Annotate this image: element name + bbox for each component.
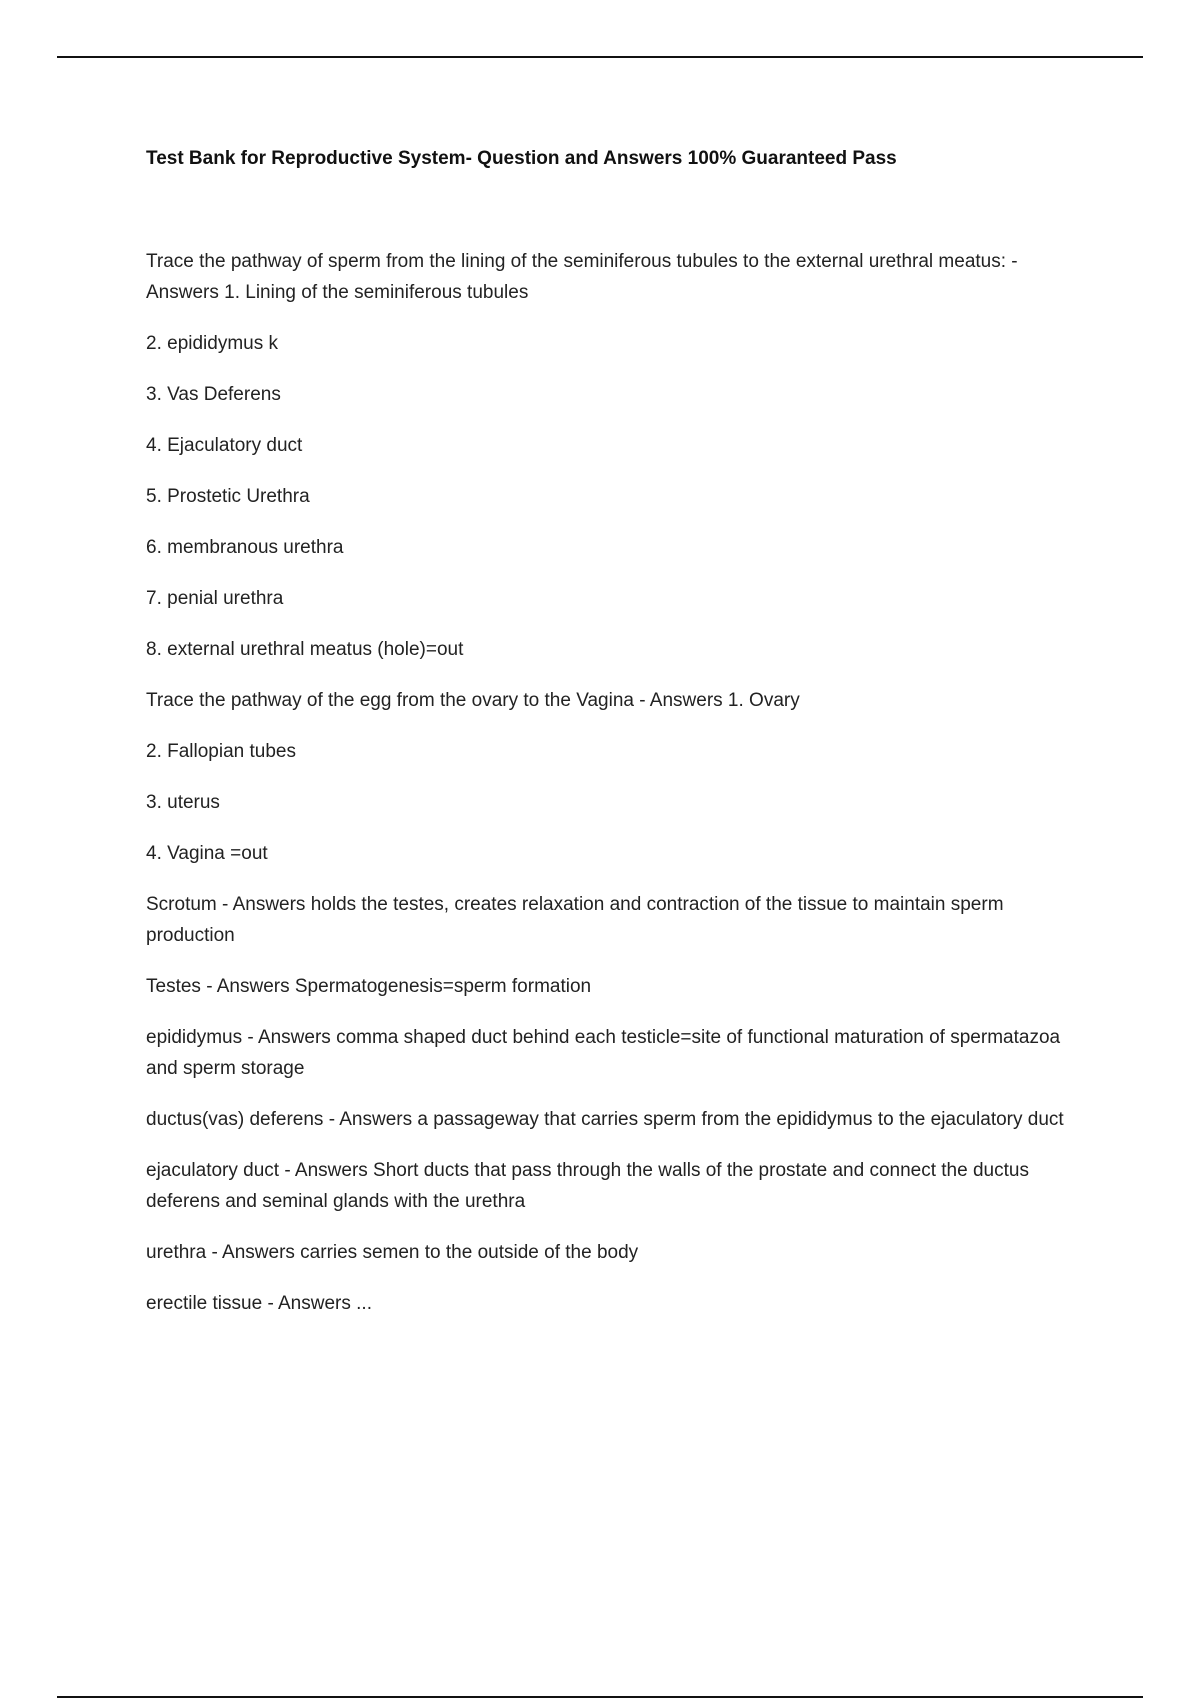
qa-paragraph: 2. epididymus k	[146, 333, 279, 354]
qa-paragraph: Scrotum - Answers holds the testes, creates relaxation and contraction of the tissue to maintain sperm production	[146, 894, 1004, 946]
qa-paragraph: 5. Prostetic Urethra	[146, 486, 310, 507]
qa-paragraph: ductus(vas) deferens - Answers a passageway that carries sperm from the epididymus to the ejaculatory duct	[146, 1109, 1064, 1130]
qa-paragraph: Testes - Answers Spermatogenesis=sperm formation	[146, 976, 592, 997]
qa-paragraph: 2. Fallopian tubes	[146, 741, 296, 762]
qa-paragraph: 4. Ejaculatory duct	[146, 435, 303, 456]
qa-paragraph: 7. penial urethra	[146, 588, 284, 609]
document-body	[146, 144, 1086, 1339]
qa-paragraph: 4. Vagina =out	[146, 843, 268, 864]
document-title: Test Bank for Reproductive System- Question and Answers 100% Guaranteed Pass	[146, 148, 897, 169]
qa-paragraph: Trace the pathway of sperm from the lining of the seminiferous tubules to the external urethral meatus: - Answers 1. Lining of the seminiferous tubules	[146, 251, 1018, 303]
qa-paragraph: 8. external urethral meatus (hole)=out	[146, 639, 464, 660]
qa-paragraph: epididymus - Answers comma shaped duct behind each testicle=site of functional maturation of spermatazoa and sperm storage	[146, 1027, 1061, 1079]
qa-paragraph: urethra - Answers carries semen to the outside of the body	[146, 1242, 639, 1263]
page-top-rule	[57, 56, 1143, 58]
qa-paragraph: 3. Vas Deferens	[146, 384, 281, 405]
qa-list	[146, 246, 1086, 1319]
page-bottom-rule	[57, 1696, 1143, 1698]
qa-paragraph: ejaculatory duct - Answers Short ducts that pass through the walls of the prostate and connect the ductus deferens and seminal glands with the urethra	[146, 1160, 1029, 1212]
qa-paragraph: 6. membranous urethra	[146, 537, 344, 558]
qa-paragraph: 3. uterus	[146, 792, 220, 813]
qa-paragraph: Trace the pathway of the egg from the ovary to the Vagina - Answers 1. Ovary	[146, 690, 800, 711]
qa-paragraph: erectile tissue - Answers ...	[146, 1293, 372, 1314]
